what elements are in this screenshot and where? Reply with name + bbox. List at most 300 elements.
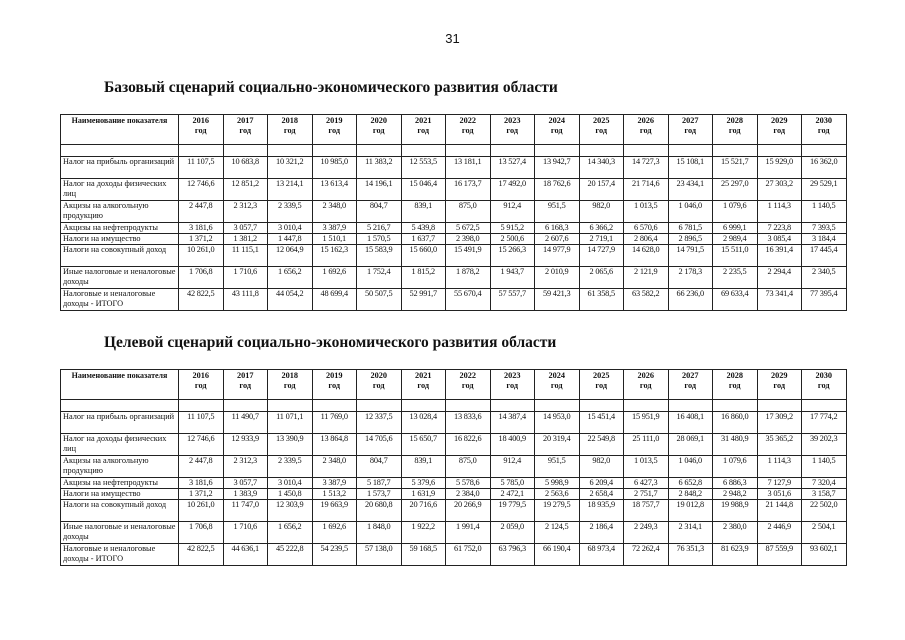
value-cell: 25 297,0 — [713, 179, 758, 201]
spacer-cell — [312, 145, 357, 157]
year-label: 2018 — [281, 371, 299, 380]
value-cell: 44 054,2 — [268, 289, 313, 311]
value-cell: 54 239,5 — [312, 544, 357, 566]
year-unit-label: год — [773, 380, 786, 390]
value-cell: 16 408,1 — [668, 412, 713, 434]
year-unit-label: год — [550, 380, 563, 390]
year-unit-label: год — [328, 125, 341, 135]
value-cell: 1 878,2 — [446, 267, 491, 289]
value-cell: 15 583,9 — [357, 245, 402, 267]
year-unit-label: год — [684, 380, 697, 390]
year-unit-label: год — [595, 125, 608, 135]
value-cell: 13 390,9 — [268, 434, 313, 456]
value-cell: 55 670,4 — [446, 289, 491, 311]
value-cell: 21 714,6 — [624, 179, 669, 201]
year-label: 2030 — [815, 371, 833, 380]
value-cell: 2 719,1 — [579, 234, 624, 245]
value-cell: 1 752,4 — [357, 267, 402, 289]
value-cell: 21 144,8 — [757, 500, 802, 522]
value-cell: 16 362,0 — [802, 157, 847, 179]
value-cell: 31 480,9 — [713, 434, 758, 456]
value-cell: 15 521,7 — [713, 157, 758, 179]
table-row — [61, 489, 847, 500]
year-label: 2026 — [637, 116, 655, 125]
value-cell: 50 507,5 — [357, 289, 402, 311]
value-cell: 2 348,0 — [312, 456, 357, 478]
indicator-name-cell: Иные налоговые и неналоговые доходы — [61, 267, 179, 289]
spacer-cell — [668, 400, 713, 412]
value-cell: 2 447,8 — [179, 201, 224, 223]
year-label: 2017 — [236, 371, 254, 380]
value-cell: 2 447,8 — [179, 456, 224, 478]
value-cell: 11 747,0 — [223, 500, 268, 522]
value-cell: 2 340,5 — [802, 267, 847, 289]
value-cell: 22 502,0 — [802, 500, 847, 522]
column-header-year — [579, 115, 624, 145]
value-cell: 2 384,0 — [446, 489, 491, 500]
value-cell: 13 864,8 — [312, 434, 357, 456]
table-header-row — [61, 370, 847, 400]
value-cell: 20 266,9 — [446, 500, 491, 522]
value-cell: 2 472,1 — [490, 489, 535, 500]
value-cell: 6 886,3 — [713, 478, 758, 489]
value-cell: 1 692,6 — [312, 267, 357, 289]
value-cell: 13 028,4 — [401, 412, 446, 434]
column-header-year — [668, 370, 713, 400]
value-cell: 804,7 — [357, 456, 402, 478]
value-cell: 10 321,2 — [268, 157, 313, 179]
table-row — [61, 234, 847, 245]
indicator-name-cell: Акцизы на алкогольную продукцию — [61, 201, 179, 223]
table-spacer-row — [61, 145, 847, 157]
value-cell: 14 340,3 — [579, 157, 624, 179]
value-cell: 93 602,1 — [802, 544, 847, 566]
table-row — [61, 522, 847, 544]
year-unit-label: год — [817, 380, 830, 390]
column-header-year — [624, 115, 669, 145]
value-cell: 43 111,8 — [223, 289, 268, 311]
value-cell: 5 578,6 — [446, 478, 491, 489]
value-cell: 15 162,3 — [312, 245, 357, 267]
value-cell: 72 262,4 — [624, 544, 669, 566]
spacer-cell — [757, 145, 802, 157]
value-cell: 20 716,6 — [401, 500, 446, 522]
column-header-year — [401, 370, 446, 400]
indicator-name-cell: Налог на прибыль организаций — [61, 157, 179, 179]
value-cell: 2 446,9 — [757, 522, 802, 544]
value-cell: 1 447,8 — [268, 234, 313, 245]
value-cell: 15 951,9 — [624, 412, 669, 434]
year-label: 2025 — [592, 371, 610, 380]
spacer-cell — [357, 400, 402, 412]
value-cell: 57 138,0 — [357, 544, 402, 566]
value-cell: 16 822,6 — [446, 434, 491, 456]
indicator-name-cell: Налоговые и неналоговые доходы - ИТОГО — [61, 289, 179, 311]
value-cell: 1 381,2 — [223, 234, 268, 245]
year-unit-label: год — [773, 125, 786, 135]
value-cell: 13 613,4 — [312, 179, 357, 201]
indicator-name-cell: Налоги на имущество — [61, 489, 179, 500]
year-unit-label: год — [461, 125, 474, 135]
value-cell: 20 319,4 — [535, 434, 580, 456]
value-cell: 3 010,4 — [268, 478, 313, 489]
year-label: 2021 — [414, 116, 432, 125]
value-cell: 11 115,1 — [223, 245, 268, 267]
value-cell: 6 427,3 — [624, 478, 669, 489]
value-cell: 42 822,5 — [179, 289, 224, 311]
value-cell: 57 557,7 — [490, 289, 535, 311]
value-cell: 1 513,2 — [312, 489, 357, 500]
column-header-year — [357, 370, 402, 400]
value-cell: 1 991,4 — [446, 522, 491, 544]
column-header-year — [357, 115, 402, 145]
value-cell: 2 312,3 — [223, 201, 268, 223]
year-label: 2026 — [637, 371, 655, 380]
value-cell: 1 710,6 — [223, 522, 268, 544]
year-label: 2028 — [726, 371, 744, 380]
value-cell: 13 942,7 — [535, 157, 580, 179]
value-cell: 61 752,0 — [446, 544, 491, 566]
spacer-cell — [61, 145, 179, 157]
year-unit-label: год — [283, 380, 296, 390]
column-header-year — [757, 370, 802, 400]
spacer-cell — [757, 400, 802, 412]
value-cell: 18 762,6 — [535, 179, 580, 201]
spacer-cell — [401, 400, 446, 412]
value-cell: 12 851,2 — [223, 179, 268, 201]
value-cell: 5 379,6 — [401, 478, 446, 489]
year-unit-label: год — [728, 125, 741, 135]
value-cell: 5 915,2 — [490, 223, 535, 234]
value-cell: 17 492,0 — [490, 179, 535, 201]
year-unit-label: год — [506, 125, 519, 135]
year-label: 2025 — [592, 116, 610, 125]
value-cell: 2 989,4 — [713, 234, 758, 245]
value-cell: 19 779,5 — [490, 500, 535, 522]
value-cell: 19 279,5 — [535, 500, 580, 522]
column-header-year — [535, 370, 580, 400]
spacer-cell — [446, 145, 491, 157]
value-cell: 11 107,5 — [179, 157, 224, 179]
target-scenario-title: Целевой сценарий социально-экономического развития области — [104, 334, 557, 351]
value-cell: 875,0 — [446, 201, 491, 223]
value-cell: 29 529,1 — [802, 179, 847, 201]
value-cell: 1 079,6 — [713, 201, 758, 223]
value-cell: 14 628,0 — [624, 245, 669, 267]
value-cell: 52 991,7 — [401, 289, 446, 311]
value-cell: 15 650,7 — [401, 434, 446, 456]
value-cell: 2 380,0 — [713, 522, 758, 544]
value-cell: 76 351,3 — [668, 544, 713, 566]
column-header-year — [802, 370, 847, 400]
year-unit-label: год — [239, 380, 252, 390]
year-unit-label: год — [283, 125, 296, 135]
value-cell: 12 303,9 — [268, 500, 313, 522]
value-cell: 10 261,0 — [179, 500, 224, 522]
indicator-name-cell: Налоги на имущество — [61, 234, 179, 245]
value-cell: 11 107,5 — [179, 412, 224, 434]
year-unit-label: год — [417, 380, 430, 390]
spacer-cell — [579, 145, 624, 157]
spacer-cell — [268, 400, 313, 412]
value-cell: 1 450,8 — [268, 489, 313, 500]
value-cell: 6 652,8 — [668, 478, 713, 489]
year-unit-label: год — [550, 125, 563, 135]
value-cell: 2 563,6 — [535, 489, 580, 500]
spacer-cell — [713, 400, 758, 412]
column-header-year — [268, 370, 313, 400]
indicator-name-cell: Акцизы на нефтепродукты — [61, 478, 179, 489]
spacer-cell — [535, 400, 580, 412]
year-label: 2029 — [770, 116, 788, 125]
value-cell: 2 348,0 — [312, 201, 357, 223]
value-cell: 68 973,4 — [579, 544, 624, 566]
column-header-year — [446, 115, 491, 145]
spacer-cell — [312, 400, 357, 412]
base-scenario-table — [60, 114, 847, 311]
value-cell: 25 111,0 — [624, 434, 669, 456]
value-cell: 2 339,5 — [268, 456, 313, 478]
value-cell: 61 358,5 — [579, 289, 624, 311]
year-label: 2023 — [503, 116, 521, 125]
value-cell: 16 860,0 — [713, 412, 758, 434]
value-cell: 1 371,2 — [179, 489, 224, 500]
year-label: 2019 — [325, 371, 343, 380]
value-cell: 12 064,9 — [268, 245, 313, 267]
value-cell: 2 314,1 — [668, 522, 713, 544]
year-label: 2027 — [681, 116, 699, 125]
value-cell: 1 656,2 — [268, 267, 313, 289]
column-header-year — [223, 115, 268, 145]
value-cell: 1 631,9 — [401, 489, 446, 500]
value-cell: 15 451,4 — [579, 412, 624, 434]
value-cell: 66 190,4 — [535, 544, 580, 566]
spacer-cell — [490, 145, 535, 157]
spacer-cell — [223, 145, 268, 157]
year-unit-label: год — [239, 125, 252, 135]
value-cell: 16 173,7 — [446, 179, 491, 201]
value-cell: 14 977,9 — [535, 245, 580, 267]
value-cell: 1 383,9 — [223, 489, 268, 500]
value-cell: 3 057,7 — [223, 223, 268, 234]
table-row — [61, 434, 847, 456]
value-cell: 14 705,6 — [357, 434, 402, 456]
value-cell: 13 181,1 — [446, 157, 491, 179]
value-cell: 2 896,5 — [668, 234, 713, 245]
value-cell: 2 294,4 — [757, 267, 802, 289]
column-header-year — [312, 115, 357, 145]
value-cell: 875,0 — [446, 456, 491, 478]
year-label: 2027 — [681, 371, 699, 380]
indicator-name-cell: Налоговые и неналоговые доходы - ИТОГО — [61, 544, 179, 566]
value-cell: 2 339,5 — [268, 201, 313, 223]
year-label: 2017 — [236, 116, 254, 125]
value-cell: 5 216,7 — [357, 223, 402, 234]
table-row — [61, 478, 847, 489]
value-cell: 2 806,4 — [624, 234, 669, 245]
value-cell: 804,7 — [357, 201, 402, 223]
value-cell: 15 491,9 — [446, 245, 491, 267]
value-cell: 5 672,5 — [446, 223, 491, 234]
value-cell: 2 065,6 — [579, 267, 624, 289]
spacer-cell — [579, 400, 624, 412]
value-cell: 3 158,7 — [802, 489, 847, 500]
value-cell: 45 222,8 — [268, 544, 313, 566]
year-label: 2030 — [815, 116, 833, 125]
value-cell: 6 168,3 — [535, 223, 580, 234]
value-cell: 5 785,0 — [490, 478, 535, 489]
spacer-cell — [624, 145, 669, 157]
value-cell: 27 303,2 — [757, 179, 802, 201]
value-cell: 1 637,7 — [401, 234, 446, 245]
year-label: 2024 — [548, 371, 566, 380]
value-cell: 3 181,6 — [179, 223, 224, 234]
value-cell: 2 010,9 — [535, 267, 580, 289]
value-cell: 63 582,2 — [624, 289, 669, 311]
spacer-cell — [535, 145, 580, 157]
spacer-cell — [179, 145, 224, 157]
spacer-cell — [268, 145, 313, 157]
value-cell: 11 383,2 — [357, 157, 402, 179]
value-cell: 15 511,0 — [713, 245, 758, 267]
indicator-name-cell: Налоги на совокупный доход — [61, 500, 179, 522]
value-cell: 1 692,6 — [312, 522, 357, 544]
value-cell: 15 108,1 — [668, 157, 713, 179]
column-header-year — [490, 115, 535, 145]
value-cell: 1 371,2 — [179, 234, 224, 245]
column-header-year — [579, 370, 624, 400]
indicator-name-cell: Иные налоговые и неналоговые доходы — [61, 522, 179, 544]
indicator-name-cell: Налоги на совокупный доход — [61, 245, 179, 267]
value-cell: 1 922,2 — [401, 522, 446, 544]
column-header-year — [624, 370, 669, 400]
value-cell: 1 140,5 — [802, 456, 847, 478]
spacer-cell — [223, 400, 268, 412]
value-cell: 11 490,7 — [223, 412, 268, 434]
table-row — [61, 223, 847, 234]
value-cell: 3 010,4 — [268, 223, 313, 234]
value-cell: 48 699,4 — [312, 289, 357, 311]
column-header-year — [446, 370, 491, 400]
value-cell: 14 727,9 — [579, 245, 624, 267]
year-unit-label: год — [639, 380, 652, 390]
table-row — [61, 412, 847, 434]
value-cell: 42 822,5 — [179, 544, 224, 566]
value-cell: 63 796,3 — [490, 544, 535, 566]
value-cell: 1 710,6 — [223, 267, 268, 289]
value-cell: 2 751,7 — [624, 489, 669, 500]
table-row — [61, 544, 847, 566]
value-cell: 1 114,3 — [757, 201, 802, 223]
value-cell: 14 791,5 — [668, 245, 713, 267]
column-header-year — [179, 370, 224, 400]
value-cell: 17 774,2 — [802, 412, 847, 434]
column-header-year — [713, 115, 758, 145]
value-cell: 2 848,2 — [668, 489, 713, 500]
value-cell: 19 012,8 — [668, 500, 713, 522]
spacer-cell — [357, 145, 402, 157]
value-cell: 10 261,0 — [179, 245, 224, 267]
value-cell: 1 114,3 — [757, 456, 802, 478]
value-cell: 10 985,0 — [312, 157, 357, 179]
value-cell: 1 706,8 — [179, 522, 224, 544]
value-cell: 16 391,4 — [757, 245, 802, 267]
value-cell: 12 933,9 — [223, 434, 268, 456]
spacer-cell — [624, 400, 669, 412]
year-unit-label: год — [194, 380, 207, 390]
value-cell: 2 121,9 — [624, 267, 669, 289]
year-label: 2024 — [548, 116, 566, 125]
year-label: 2018 — [281, 116, 299, 125]
value-cell: 2 178,3 — [668, 267, 713, 289]
value-cell: 87 559,9 — [757, 544, 802, 566]
year-label: 2021 — [414, 371, 432, 380]
spacer-cell — [490, 400, 535, 412]
value-cell: 2 059,0 — [490, 522, 535, 544]
year-unit-label: год — [684, 125, 697, 135]
table-row — [61, 267, 847, 289]
value-cell: 7 393,5 — [802, 223, 847, 234]
value-cell: 3 387,9 — [312, 223, 357, 234]
spacer-cell — [61, 400, 179, 412]
indicator-name-cell: Налог на доходы физических лиц — [61, 179, 179, 201]
value-cell: 13 527,4 — [490, 157, 535, 179]
column-header-year — [401, 115, 446, 145]
value-cell: 2 398,0 — [446, 234, 491, 245]
value-cell: 19 988,9 — [713, 500, 758, 522]
value-cell: 39 202,3 — [802, 434, 847, 456]
value-cell: 7 127,9 — [757, 478, 802, 489]
value-cell: 1 573,7 — [357, 489, 402, 500]
value-cell: 7 223,8 — [757, 223, 802, 234]
value-cell: 2 249,3 — [624, 522, 669, 544]
value-cell: 3 181,6 — [179, 478, 224, 489]
value-cell: 6 570,6 — [624, 223, 669, 234]
spacer-cell — [179, 400, 224, 412]
column-header-year — [268, 115, 313, 145]
value-cell: 35 365,2 — [757, 434, 802, 456]
value-cell: 2 186,4 — [579, 522, 624, 544]
table-spacer-row — [61, 400, 847, 412]
base-scenario-title: Базовый сценарий социально-экономического развития области — [104, 79, 558, 96]
value-cell: 14 196,1 — [357, 179, 402, 201]
page-number: 31 — [445, 31, 460, 46]
value-cell: 1 079,6 — [713, 456, 758, 478]
table-row — [61, 157, 847, 179]
column-header-year — [490, 370, 535, 400]
value-cell: 912,4 — [490, 456, 535, 478]
year-unit-label: год — [372, 125, 385, 135]
value-cell: 14 953,0 — [535, 412, 580, 434]
spacer-cell — [668, 145, 713, 157]
year-label: 2016 — [192, 371, 210, 380]
value-cell: 2 948,2 — [713, 489, 758, 500]
year-unit-label: год — [461, 380, 474, 390]
table-row — [61, 179, 847, 201]
value-cell: 20 157,4 — [579, 179, 624, 201]
value-cell: 12 553,5 — [401, 157, 446, 179]
value-cell: 1 013,5 — [624, 456, 669, 478]
value-cell: 6 366,2 — [579, 223, 624, 234]
value-cell: 1 510,1 — [312, 234, 357, 245]
value-cell: 3 057,7 — [223, 478, 268, 489]
value-cell: 66 236,0 — [668, 289, 713, 311]
value-cell: 19 663,9 — [312, 500, 357, 522]
value-cell: 12 746,6 — [179, 179, 224, 201]
column-header-year — [757, 115, 802, 145]
spacer-cell — [446, 400, 491, 412]
value-cell: 28 069,1 — [668, 434, 713, 456]
